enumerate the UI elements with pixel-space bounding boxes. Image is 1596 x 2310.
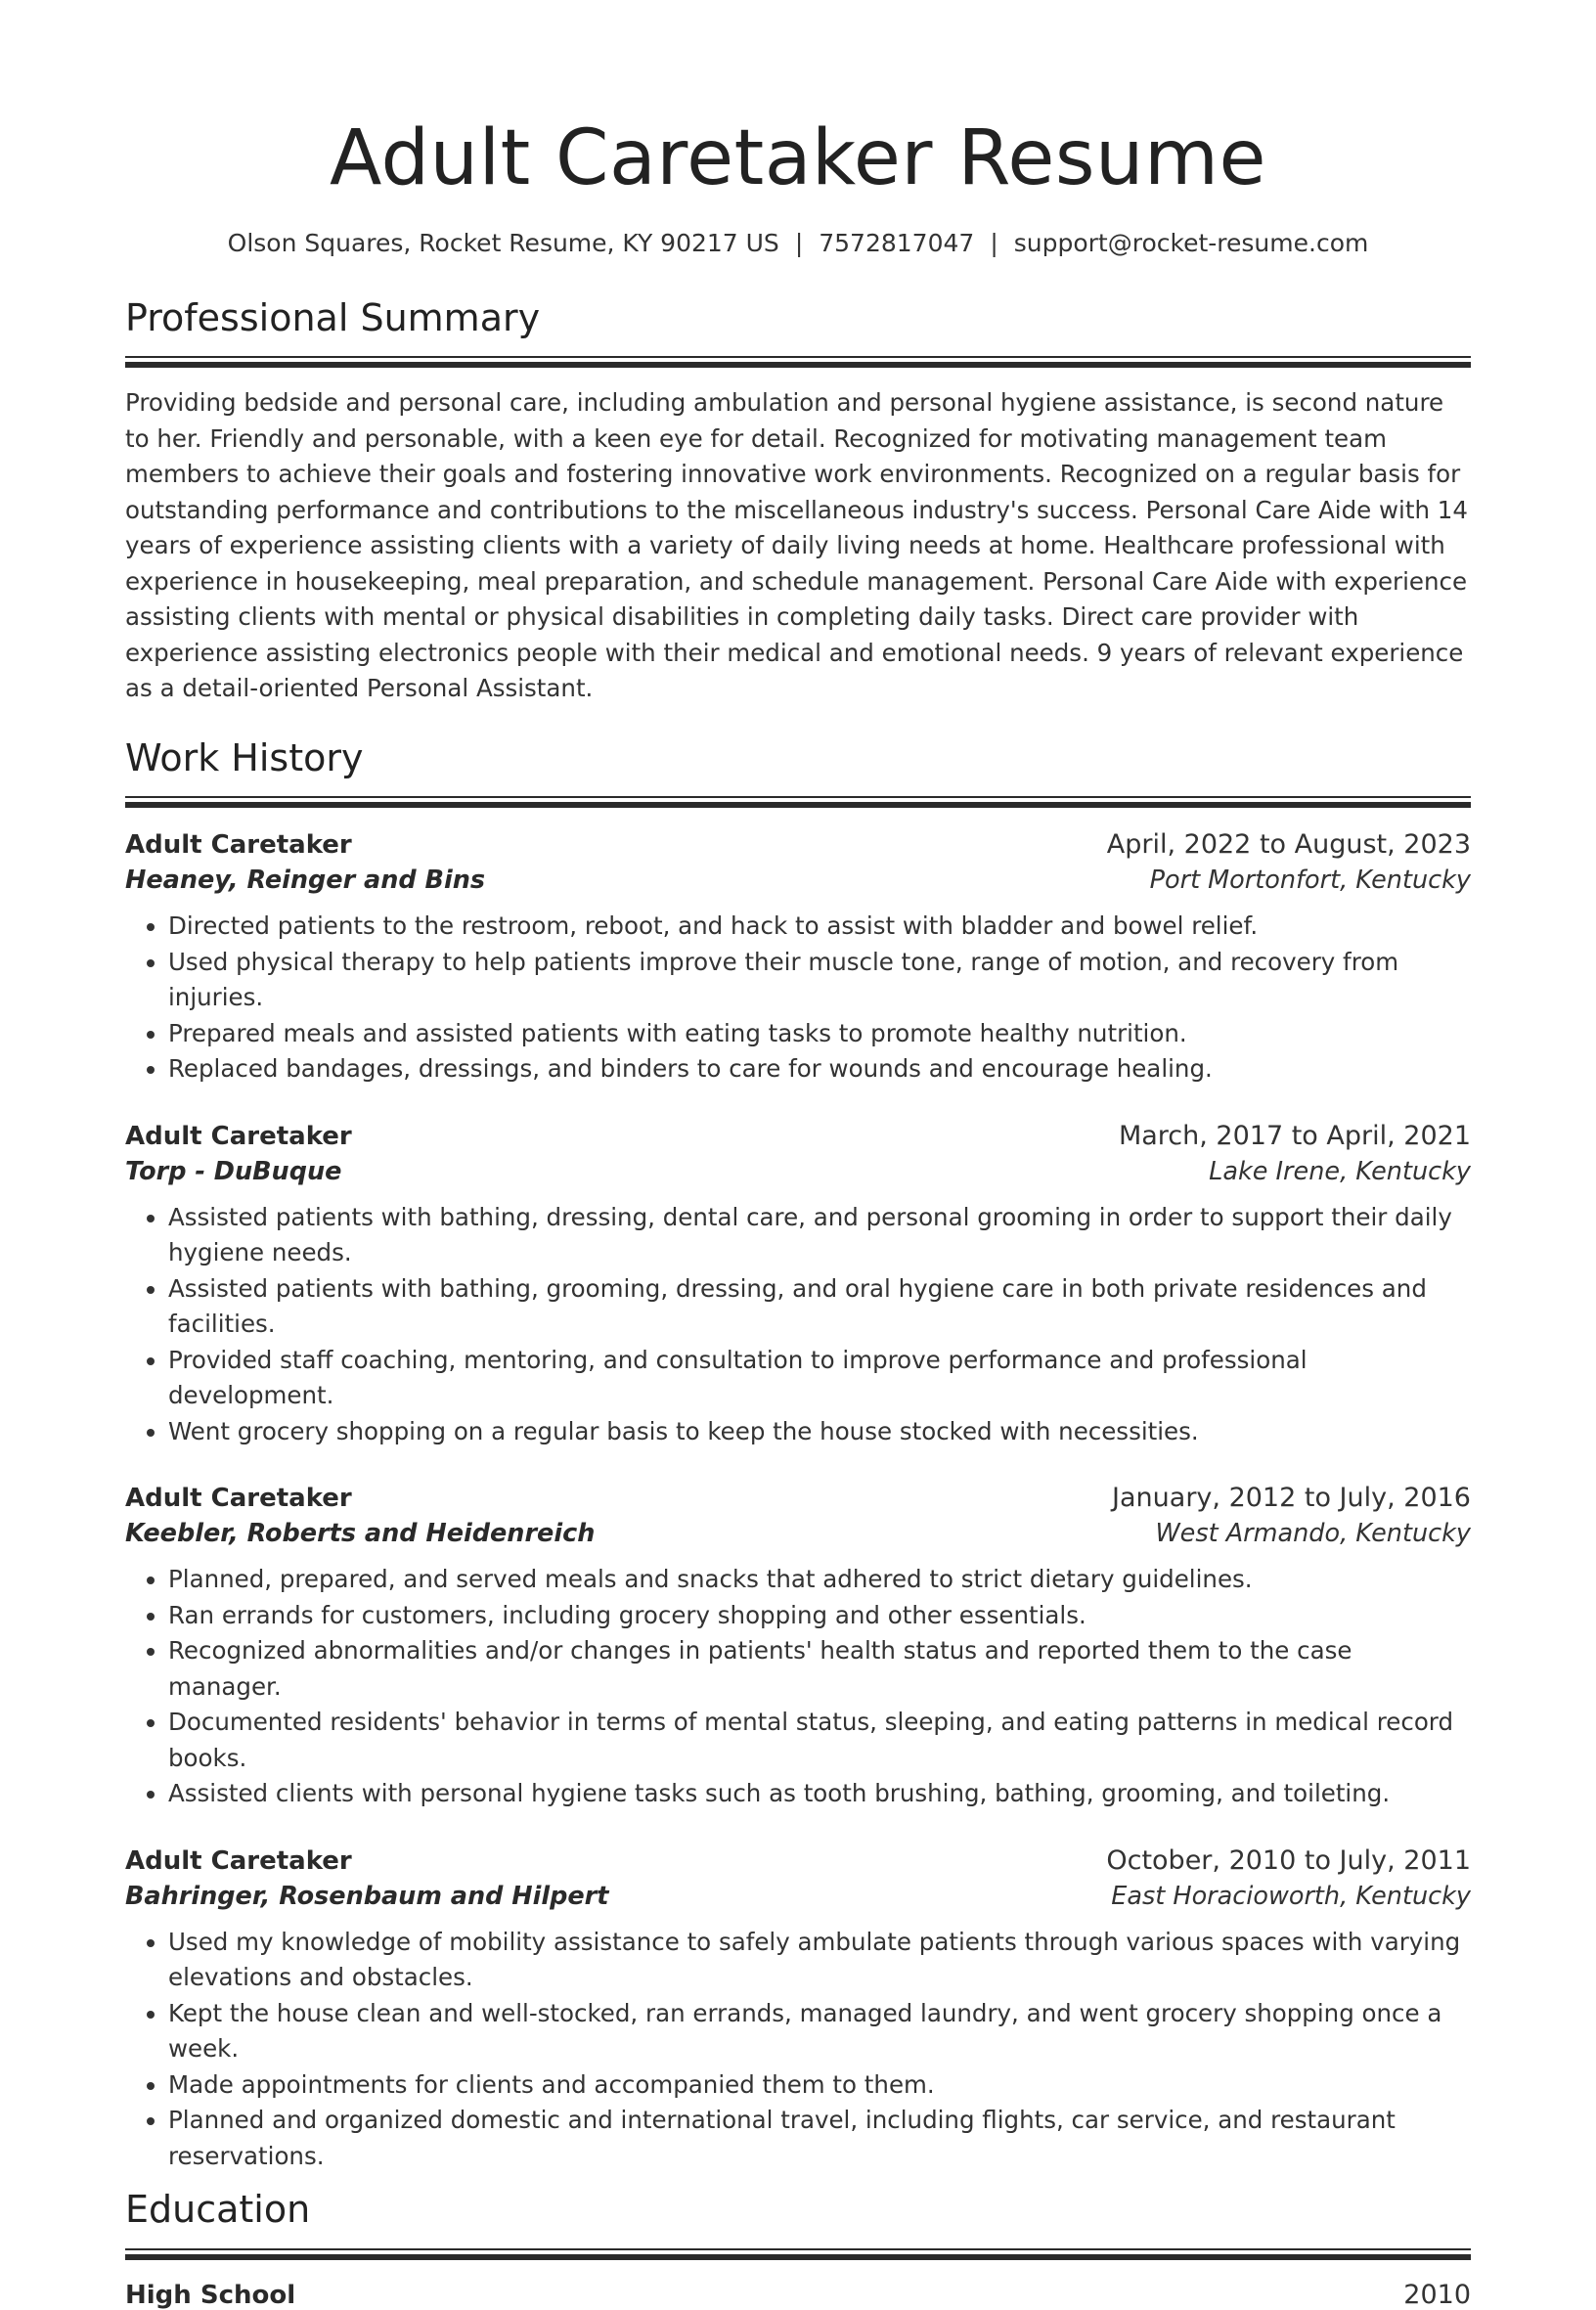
section-heading: Work History — [125, 735, 364, 779]
section-divider — [125, 796, 1471, 808]
work-history-section — [125, 736, 1471, 2175]
job-location: West Armando, Kentucky — [1155, 1519, 1471, 1549]
job-dates: March, 2017 to April, 2021 — [1118, 1120, 1471, 1151]
job-location: Port Mortonfort, Kentucky — [1149, 866, 1471, 896]
job-duty: • Assisted clients with personal hygiene tasks such as tooth brushing, bathing, grooming, and toileting. — [168, 1776, 1471, 1812]
job-duties-list — [125, 909, 1471, 1088]
job-entry — [125, 1483, 1471, 1812]
job-title: Adult Caretaker — [125, 1121, 352, 1151]
job-company: Bahringer, Rosenbaum and Hilpert — [125, 1881, 609, 1911]
job-location: Lake Irene, Kentucky — [1209, 1156, 1471, 1186]
resume-title: Adult Caretaker Resume — [330, 114, 1266, 202]
job-subheader — [125, 1519, 1471, 1548]
section-divider — [125, 2248, 1471, 2260]
job-duty: • Planned and organized domestic and international travel, including flights, car service, and restaurant reservations. — [168, 2103, 1471, 2174]
summary-text: Providing bedside and personal care, including ambulation and personal hygiene assistance, is second nature to her. Friendly and personable, with a keen eye for detail. Recognized for motivating management team members to achieve their goals and fostering innovative work environments. Recognized on a regular basis for outstanding performance and contributions to the miscellaneous industry's success. Personal Care Aide with 14 years of experience assisting clients with a variety of daily living needs at home. Healthcare professional with experience in housekeeping, meal preparation, and schedule management. Personal Care Aide with experience assisting clients with mental or physical disabilities in completing daily tasks. Direct care provider with experience assisting electronics people with their medical and emotional needs. 9 years of relevant experience as a detail-oriented Personal Assistant. — [125, 388, 1468, 703]
job-entry — [125, 1121, 1471, 1450]
job-duty: • Made appointments for clients and accompanied them to them. — [168, 2067, 1471, 2104]
job-subheader — [125, 1157, 1471, 1186]
education-year: 2010 — [1403, 2280, 1471, 2310]
job-company: Torp - DuBuque — [125, 1156, 342, 1186]
education-entry — [125, 2280, 1471, 2310]
job-company: Heaney, Reinger and Bins — [125, 866, 486, 896]
job-duty: • Assisted patients with bathing, dressing, dental care, and personal grooming in order to support their daily hygiene needs. — [168, 1200, 1471, 1271]
job-location: East Horacioworth, Kentucky — [1111, 1881, 1471, 1911]
section-heading: Professional Summary — [125, 295, 541, 339]
job-duty: • Provided staff coaching, mentoring, and consultation to improve performance and professional development. — [168, 1343, 1471, 1414]
job-entry — [125, 1845, 1471, 2175]
contact-phone: 7572817047 — [819, 228, 975, 257]
job-dates: October, 2010 to July, 2011 — [1106, 1844, 1471, 1876]
job-duty: • Kept the house clean and well-stocked, ran errands, managed laundry, and went grocery shopping once a week. — [168, 1996, 1471, 2067]
job-duty: • Used my knowledge of mobility assistance to safely ambulate patients through various spaces with varying elevations and obstacles. — [168, 1925, 1471, 1996]
job-duty: • Assisted patients with bathing, grooming, dressing, and oral hygiene care in both private residences and facilities. — [168, 1271, 1471, 1343]
job-header — [125, 1845, 1471, 1876]
job-subheader — [125, 866, 1471, 895]
section-divider — [125, 356, 1471, 368]
job-duties-list — [125, 1925, 1471, 2175]
job-duty: • Went grocery shopping on a regular basis to keep the house stocked with necessities. — [168, 1414, 1471, 1450]
job-title: Adult Caretaker — [125, 1484, 352, 1514]
job-duty: • Planned, prepared, and served meals and snacks that adhered to strict dietary guidelines. — [168, 1562, 1471, 1598]
job-header — [125, 1121, 1471, 1151]
job-duties-list — [125, 1562, 1471, 1812]
contact-email: support@rocket-resume.com — [1013, 228, 1369, 257]
job-dates: January, 2012 to July, 2016 — [1112, 1483, 1471, 1514]
job-entry — [125, 829, 1471, 1088]
job-duty: • Documented residents' behavior in terms of mental status, sleeping, and eating patterns in medical record books. — [168, 1705, 1471, 1776]
contact-separator: | — [794, 228, 804, 257]
job-title: Adult Caretaker — [125, 830, 352, 861]
contact-separator: | — [990, 228, 998, 257]
section-heading: Education — [125, 2188, 311, 2232]
job-header — [125, 1483, 1471, 1513]
job-duty: • Replaced bandages, dressings, and binders to care for wounds and encourage healing. — [168, 1051, 1471, 1088]
education-name: High School — [125, 2281, 296, 2310]
job-dates: April, 2022 to August, 2023 — [1106, 829, 1471, 861]
job-header — [125, 829, 1471, 860]
education-section — [125, 2188, 1471, 2310]
professional-summary-section — [125, 296, 1471, 707]
job-duty: • Directed patients to the restroom, reboot, and hack to assist with bladder and bowel relief. — [168, 909, 1471, 945]
job-duty: • Used physical therapy to help patients improve their muscle tone, range of motion, and recovery from injuries. — [168, 945, 1471, 1016]
job-company: Keebler, Roberts and Heidenreich — [125, 1519, 596, 1549]
job-duty: • Prepared meals and assisted patients with eating tasks to promote healthy nutrition. — [168, 1016, 1471, 1052]
contact-address: Olson Squares, Rocket Resume, KY 90217 US — [227, 228, 779, 257]
job-duties-list — [125, 1200, 1471, 1450]
job-duty: • Recognized abnormalities and/or changes in patients' health status and reported them to the case manager. — [168, 1633, 1471, 1705]
job-duty: • Ran errands for customers, including grocery shopping and other essentials. — [168, 1598, 1471, 1634]
job-title: Adult Caretaker — [125, 1845, 352, 1876]
contact-line — [125, 229, 1471, 257]
job-subheader — [125, 1882, 1471, 1911]
